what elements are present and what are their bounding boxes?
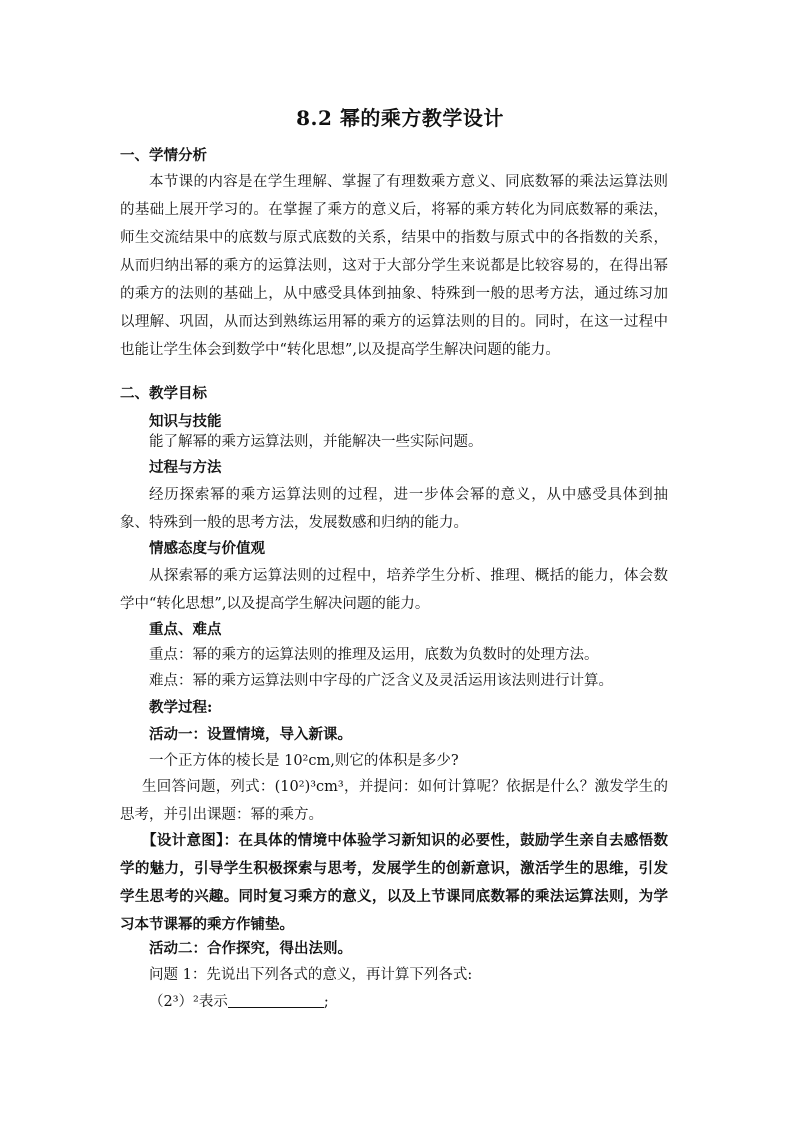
subheading-knowledge: 知识与技能 (149, 413, 222, 430)
activity2-heading: 活动二：合作探究，得出法则。 (149, 940, 352, 957)
section-heading-analysis: 一、学情分析 (120, 147, 207, 164)
activity1-question: 一个正方体的棱长是 10²cm,则它的体积是多少? (149, 753, 459, 769)
exercise-item-1-prefix: （2³）²表示 (149, 994, 228, 1010)
answer-blank[interactable] (228, 989, 324, 1008)
exercise-item-1 (120, 988, 697, 1016)
design-intent-paragraph: 【设计意图】：在具体的情境中体验学习新知识的必要性，鼓励学生亲自去感悟数学的魅力，引导学生积极探索与思考，发展学生的创新意识，激活学生的思维，引发学生思考的兴趣。同时复习乘方的意义，以及上节课同底数幂的乘法运算法则，为学习本节课幂的乘方作铺垫。 (120, 832, 668, 933)
subheading-emotion: 情感态度与价值观 (149, 540, 265, 557)
question1-line: 问题 1：先说出下列各式的意义，再计算下列各式: (149, 967, 473, 983)
activity1-heading: 活动一：设置情境，导入新课。 (149, 726, 352, 743)
activity1-answer: 生回答问题，列式：(10²)³cm³，并提问：如何计算呢？依据是什么？激发学生的思考，并引出课题：幂的乘方。 (120, 779, 668, 823)
document-title: 8.2 幂的乘方教学设计 (296, 106, 504, 130)
exercise-item-1-suffix: ; (323, 994, 329, 1010)
process-paragraph: 经历探索幂的乘方运算法则的过程，进一步体会幂的意义，从中感受具体到抽象、特殊到一般的思考方法，发展数感和归纳的能力。 (120, 487, 668, 531)
difficult-point-line: 难点：幂的乘方运算法则中字母的广泛含义及灵活运用该法则进行计算。 (149, 673, 613, 689)
key-point-line: 重点：幂的乘方的运算法则的推理及运用，底数为负数时的处理方法。 (149, 647, 599, 663)
section-heading-objectives: 二、教学目标 (120, 385, 207, 402)
knowledge-paragraph: 能了解幂的乘方运算法则，并能解决一些实际问题。 (149, 434, 483, 450)
teaching-process-heading: 教学过程: (149, 699, 213, 716)
subheading-process: 过程与方法 (149, 459, 222, 476)
analysis-paragraph: 本节课的内容是在学生理解、掌握了有理数乘方意义、同底数幂的乘法运算法则的基础上展开学习的。在掌握了乘方的意义后，将幂的乘方转化为同底数幂的乘法，师生交流结果中的底数与原式底数的关系，结果中的指数与原式中的各指数的关系，从而归纳出幂的乘方的运算法则，这对于大部分学生来说都是比较容易的，在得出幂的乘方的法则的基础上，从中感受具体到抽象、特殊到一般的思考方法，通过练习加以理解、巩固，从而达到熟练运用幂的乘方的运算法则的目的。同时，在这一过程中也能让学生体会到数学中“转化思想”,以及提高学生解决问题的能力。 (120, 174, 668, 358)
emotion-paragraph: 从探索幂的乘方运算法则的过程中，培养学生分析、推理、概括的能力，体会数学中“转化思想”,以及提高学生解决问题的能力。 (120, 568, 668, 612)
subheading-key-points: 重点、难点 (149, 621, 222, 638)
